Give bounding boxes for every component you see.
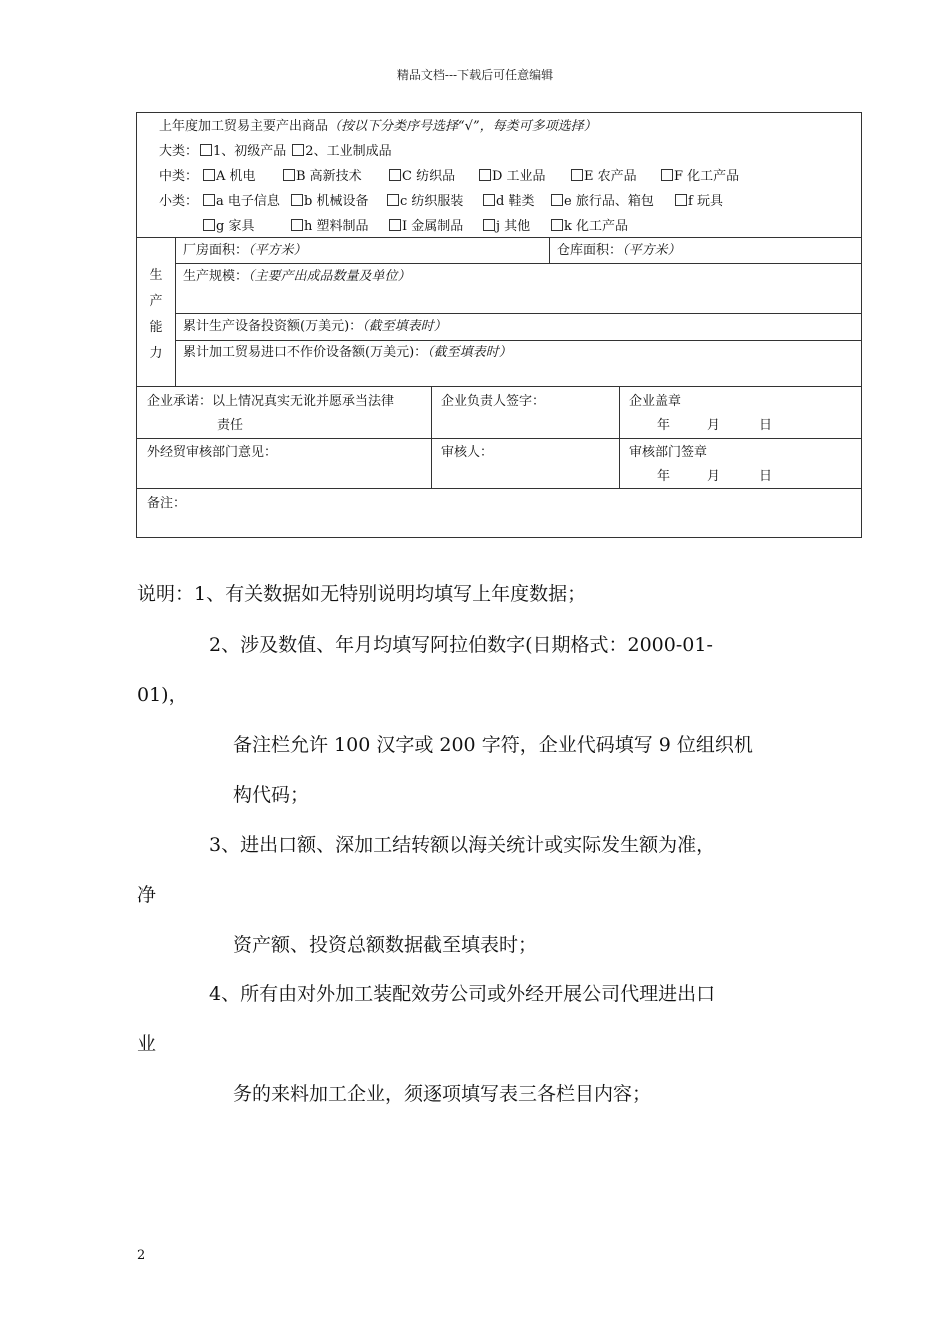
mid-category-label: 中类： (159, 169, 199, 184)
factory-area-field[interactable]: 厂房面积：（平方米） (183, 243, 307, 258)
checkbox[interactable] (292, 144, 304, 156)
date-month: 月 (707, 469, 721, 484)
small-option: a 电子信息 (201, 194, 280, 210)
mid-option: B 高新技术 (281, 169, 362, 185)
products-title-row (159, 119, 597, 135)
note-line: 净 (137, 884, 157, 906)
note-line: 3、进出口额、深加工结转额以海关统计或实际发生额为准， (209, 834, 716, 856)
signer-field[interactable]: 企业负责人签字： (441, 394, 546, 409)
note-line: 01)， (137, 684, 188, 706)
production-scale-field[interactable]: 生产规模：（主要产出成品数量及单位） (183, 269, 411, 284)
small-option: k 化工产品 (549, 219, 628, 235)
divider (175, 340, 861, 341)
large-category-row (159, 144, 392, 160)
review-opinion-field[interactable]: 外经贸审核部门意见： (147, 445, 278, 460)
enterprise-seal-field[interactable]: 企业盖章 (629, 394, 682, 409)
small-option: I 金属制品 (387, 219, 463, 235)
enterprise-promise-text-cont: 责任 (217, 418, 244, 433)
equipment-investment-field[interactable]: 累计生产设备投资额(万美元)：（截至填表时） (183, 319, 447, 334)
note-line: 2、涉及数值、年月均填写阿拉伯数字(日期格式：2000-01- (209, 634, 713, 656)
warehouse-area-field[interactable]: 仓库面积：（平方米） (557, 243, 681, 258)
date-year: 年 (657, 418, 671, 433)
checkbox[interactable] (203, 194, 215, 206)
date-day: 日 (759, 418, 773, 433)
page-header: 精品文档---下载后可任意编辑 (396, 68, 554, 82)
checkbox[interactable] (675, 194, 687, 206)
divider (137, 488, 861, 489)
checkbox[interactable] (283, 169, 295, 181)
divider (137, 237, 861, 238)
checkbox[interactable] (203, 169, 215, 181)
mid-option: F 化工产品 (659, 169, 739, 185)
divider (175, 313, 861, 314)
registration-form-table (136, 112, 862, 538)
note-line: 业 (137, 1033, 157, 1055)
small-option: f 玩具 (673, 194, 723, 210)
divider (549, 237, 550, 263)
checkbox[interactable] (661, 169, 673, 181)
remarks-field[interactable]: 备注： (147, 496, 187, 511)
capacity-side-label: 生 产 能 力 (149, 268, 163, 361)
checkbox[interactable] (551, 194, 563, 206)
small-category-label: 小类： (159, 194, 199, 209)
divider (175, 237, 176, 386)
note-line: 务的来料加工企业，须逐项填写表三各栏目内容； (233, 1083, 652, 1105)
large-option: 2、工业制成品 (305, 144, 392, 159)
note-line: 说明：1、有关数据如无特别说明均填写上年度数据； (137, 583, 587, 605)
small-option: d 鞋类 (481, 194, 534, 210)
mid-option: C 纺织品 (387, 169, 455, 185)
checkbox[interactable] (479, 169, 491, 181)
checkbox[interactable] (483, 219, 495, 231)
divider (137, 438, 861, 439)
divider (175, 263, 861, 264)
checkbox[interactable] (551, 219, 563, 231)
divider (431, 386, 432, 488)
mid-option: A 机电 (201, 169, 256, 185)
date-year: 年 (657, 469, 671, 484)
note-line: 4、所有由对外加工装配效劳公司或外经开展公司代理进出口 (209, 983, 716, 1005)
products-title: 上年度加工贸易主要产出商品 (159, 119, 329, 134)
note-line: 资产额、投资总额数据截至填表时； (233, 934, 538, 956)
checkbox[interactable] (291, 219, 303, 231)
checkbox[interactable] (387, 194, 399, 206)
small-option: c 纺织服装 (385, 194, 463, 210)
enterprise-promise-text: 企业承诺：以上情况真实无讹并愿承当法律 (147, 394, 395, 409)
small-option: b 机械设备 (289, 194, 368, 210)
date-day: 日 (759, 469, 773, 484)
divider (137, 386, 861, 387)
small-option: e 旅行品、箱包 (549, 194, 654, 210)
reviewer-field[interactable]: 审核人： (441, 445, 494, 460)
small-option: g 家具 (201, 219, 254, 235)
large-option: 1、初级产品 (213, 144, 287, 159)
checkbox[interactable] (200, 144, 212, 156)
checkbox[interactable] (389, 219, 401, 231)
large-category-label: 大类： (159, 144, 199, 159)
checkbox[interactable] (483, 194, 495, 206)
small-option: h 塑料制品 (289, 219, 369, 235)
imported-equipment-field[interactable]: 累计加工贸易进口不作价设备额(万美元)：（截至填表时） (183, 345, 512, 360)
page-number: 2 (137, 1248, 146, 1263)
checkbox[interactable] (571, 169, 583, 181)
products-hint: （按以下分类序号选择“√”，每类可多项选择） (328, 119, 597, 134)
mid-option: E 农产品 (569, 169, 637, 185)
checkbox[interactable] (389, 169, 401, 181)
note-line: 备注栏允许 100 汉字或 200 字符，企业代码填写 9 位组织机 (233, 734, 753, 756)
date-month: 月 (707, 418, 721, 433)
small-option: j 其他 (481, 219, 530, 235)
divider (619, 386, 620, 488)
checkbox[interactable] (203, 219, 215, 231)
note-line: 构代码； (233, 784, 310, 806)
mid-option: D 工业品 (477, 169, 546, 185)
review-seal-field[interactable]: 审核部门签章 (629, 445, 708, 460)
checkbox[interactable] (291, 194, 303, 206)
